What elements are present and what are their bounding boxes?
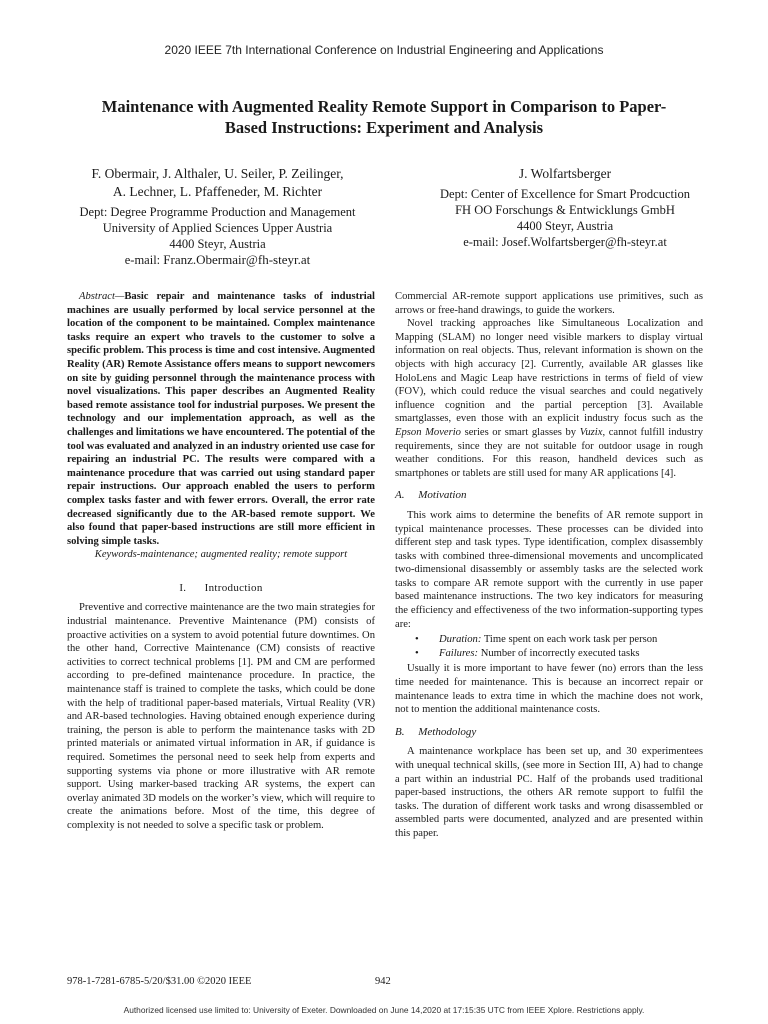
list-item [395,647,703,661]
footer-isbn: 978-1-7281-6785-5/20/$31.00 ©2020 IEEE [67,976,252,987]
author-org: University of Applied Sciences Upper Austria [102,221,333,235]
author-email-line [395,234,735,250]
author-email: Franz.Obermair@fh-steyr.at [163,252,311,267]
list-item-text: Time spent on each work task per person [481,634,658,646]
email-label: e-mail: [124,253,164,267]
motivation-paragraph: This work aims to determine the benefits of AR remote support in typical maintenance processes. These processes can be divided into different step and task types. Type identification, complex disassembly tasks with combined three-dimensional movements and uncomplicated two-dimensional disassembly or assembly tasks are the selected work tasks to compare AR remote support with the currently in use paper based maintenance instructions. The two key indicators for measuring the efficiency and effectiveness of the two information-supporting types are: [395,509,703,630]
author-dept: Dept: Center of Excellence for Smart Prodcuction [440,187,690,201]
author-city: 4400 Steyr, Austria [516,219,614,233]
conference-header: 2020 IEEE 7th International Conference on Industrial Engineering and Applications [164,43,604,57]
paper-title [60,96,708,138]
author-block-left [45,165,390,268]
methodology-paragraph: A maintenance workplace has been set up, and 30 experimentees with unequal technical skills, (see more in Section III, A) had to change a part within an industrial PC. Half of the probands used traditional paper-based instructions, the others AR remote support to fulfil the tasks. The duration of different work tasks and wrong disassembled or assembled parts were documented, analyzed and are presented within this paper. [395,746,703,839]
author-email-line [45,252,390,268]
author-city: 4400 Steyr, Austria [169,237,266,251]
author-names-line-2: A. Lechner, L. Pfaffeneder, M. Richter [112,184,323,199]
bullet-icon: • [415,634,419,646]
list-item-term: Duration: [439,634,482,646]
abstract-label: Abstract— [79,291,125,302]
text-segment: , cannot fulfill industry requirements, since they are not suitable for outdoor usage in rough weather conditions. For this reason, handheld devices such as smartphones or tablets are still used for many AR applications [4]. [395,426,703,479]
text-segment: Novel tracking approaches like Simultaneous Localization and Mapping (SLAM) no longer need visible markers to display virtual information on real objects. Thus, relevant information is shown on the objects with high accuracy [2]. Currently, available AR glasses like HoloLens and Magic Leap have restrictions in terms of field of view (FOV), which could reduce the visual searches and could negatively influence cognition and the partial perception [3]. Available smartglasses, even those with an explicit industry focus such as the [395,318,703,425]
title-line-2: Based Instructions: Experiment and Analysis [224,118,544,137]
author-email: Josef.Wolfartsberger@fh-steyr.at [501,235,667,249]
intro-paragraph: Preventive and corrective maintenance are the two main strategies for industrial maintenance. Preventive Maintenance (PM) consists of proactive activities on a system to avoid potential future downtimes. On the other hand, Corrective Maintenance (CM) consists of reactive activities to correct technical problems [1]. PM and CM are performed according to pre-defined maintenance procedure. In practice, the maintenance staff is trained to complete the tasks, which could be done with the help of traditional paper-based materials, Virtual Reality (VR) and AR-based technologies. Having obtained enough experience during training, the person is able to perform the maintenance tasks with 2D printed materials or animated virtual information in AR, if guidance is required. Sometimes the personal need to seek help from experts and supporting systems via phone or more illustrative with AR remote support. Using marker-based tracking AR systems, the expert can overlay animated 3D models on the worker’s view, which will require to create the animations before. Most of the time, this degree of complexity is not needed to solve a specific task or problem. [67,602,375,831]
author-names-line-1: J. Wolfartsberger [518,166,612,181]
section-heading-introduction: I. Introduction [179,581,263,594]
author-block-right [395,165,735,250]
title-line-1: Maintenance with Augmented Reality Remote Support in Comparison to Paper- [101,97,667,116]
subsection-heading-motivation: A. Motivation [395,489,467,502]
paragraph-commercial: Commercial AR-remote support applications use primitives, such as arrows or free-hand drawings, to guide the workers. [395,291,703,316]
author-dept: Dept: Degree Programme Production and Management [79,205,356,219]
abstract [67,290,375,548]
indicator-list [395,633,703,660]
brand-name: Vuzix [579,426,603,438]
paragraph-tracking [395,317,703,480]
license-notice: Authorized licensed use limited to: University of Exeter. Downloaded on June 14,2020 at 17:15:35 UTC from IEEE Xplore. Restrictions apply. [123,1005,645,1015]
subsection-heading-methodology: B. Methodology [395,725,477,738]
list-item [395,633,703,647]
bullet-icon: • [415,647,419,659]
abstract-text: Basic repair and maintenance tasks of industrial machines are usually performed by local service personnel at the location of the component to be maintained. Complex maintenance tasks require an expert who travels to the customer to solve a specific problem. This process is time and cost intensive. Augmented Reality (AR) Remote Assistance offers means to support newcomers on site by guiding personnel through the maintenance process with novel visualizations. This paper describes an Augmented Reality based remote assistance tool for industrial purposes. We present the technology and our implementation approach, as well as the challenges and limitations we have encountered. The potential of the tool was evaluated and analyzed in an industry oriented use case for repairing an industrial PC. The results were compared with a maintenance procedure that was carried out using standard paper repair instructions. Our approach enabled the users to perform complex tasks faster and with fewer errors. Overall, the error rate decreased significantly due to the AR-based remote support. We also found that paper-based instructions are still more efficient in solving simple tasks. [67,291,376,547]
right-column [395,290,703,841]
product-name: Epson Moverio [395,426,461,438]
usually-paragraph: Usually it is more important to have fewer (no) errors than the less time needed for maintenance. This is because an incorrect repair or maintenance leads to extra time in which the machine does not work, not to mention the additional maintenance costs. [395,663,703,716]
list-item-term: Failures: [439,647,479,659]
list-item-text: Number of incorrectly executed tasks [478,647,640,659]
author-names-line-1: F. Obermair, J. Althaler, U. Seiler, P. Zeilinger, [91,166,344,181]
page-number: 942 [375,976,391,987]
text-segment: series or smart glasses by [460,426,580,438]
left-column [67,290,375,833]
email-label: e-mail: [463,235,502,249]
author-org: FH OO Forschungs & Entwicklungs GmbH [455,203,675,217]
keywords: Keywords-maintenance; augmented reality; remote support [94,549,348,561]
